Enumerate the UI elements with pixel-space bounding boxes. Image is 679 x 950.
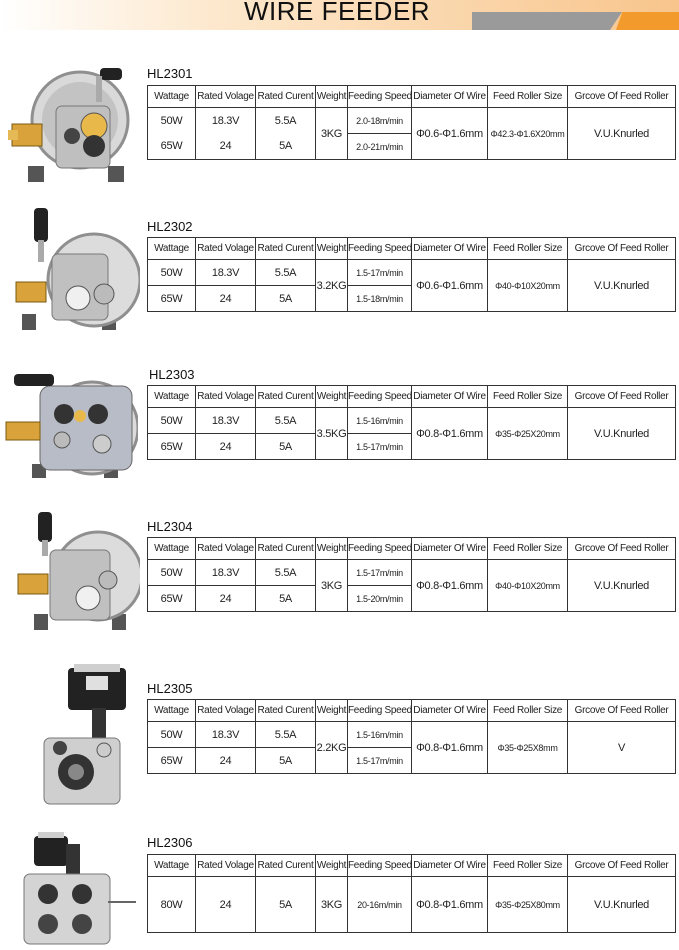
- cell-weight: 3KG: [316, 877, 348, 933]
- header-wattage: Wattage: [148, 700, 196, 722]
- header-groove: Grcove Of Feed Roller: [568, 700, 676, 722]
- spec-table: [147, 237, 676, 312]
- page-header: [0, 0, 679, 30]
- cell-voltage: 24: [196, 434, 256, 460]
- cell-diameter: Φ0.8-Φ1.6mm: [412, 722, 488, 774]
- cell-speed: 2.0-18m/min: [348, 108, 412, 134]
- cell-weight: 3KG: [316, 108, 348, 160]
- header-roller-size: Feed Roller Size: [488, 386, 568, 408]
- header-rated-voltage: Rated Volage: [196, 700, 256, 722]
- header-roller-size: Feed Roller Size: [488, 700, 568, 722]
- header-groove: Grcove Of Feed Roller: [568, 538, 676, 560]
- cell-wattage: 50W: [148, 560, 196, 586]
- header-feeding-speed: Feeding Speed: [348, 386, 412, 408]
- header-diameter: Diameter Of Wire: [412, 700, 488, 722]
- table-header-row: [148, 386, 676, 408]
- header-groove: Grcove Of Feed Roller: [568, 238, 676, 260]
- table-row: [148, 408, 676, 434]
- table-row: [148, 722, 676, 748]
- header-diameter: Diameter Of Wire: [412, 86, 488, 108]
- wire-feeder-photo: [8, 510, 140, 632]
- header-rated-current: Rated Curent: [256, 86, 316, 108]
- cell-weight: 2.2KG: [316, 722, 348, 774]
- cell-voltage: 18.3V: [196, 108, 256, 134]
- header-rated-voltage: Rated Volage: [196, 86, 256, 108]
- cell-voltage: 18.3V: [196, 260, 256, 286]
- header-rated-current: Rated Curent: [256, 238, 316, 260]
- table-row: [148, 108, 676, 134]
- cell-current: 5A: [256, 286, 316, 312]
- header-diameter: Diameter Of Wire: [412, 538, 488, 560]
- header-roller-size: Feed Roller Size: [488, 86, 568, 108]
- cell-speed: 1.5-20m/min: [348, 586, 412, 612]
- wire-feeder-photo: [8, 66, 140, 188]
- cell-current: 5.5A: [256, 560, 316, 586]
- header-wattage: Wattage: [148, 238, 196, 260]
- page-title: WIRE FEEDER: [244, 0, 431, 26]
- header-weight: Weight: [316, 86, 348, 108]
- cell-groove: V.U.Knurled: [568, 260, 676, 312]
- header-weight: Weight: [316, 538, 348, 560]
- header-roller-size: Feed Roller Size: [488, 855, 568, 877]
- table-row: [148, 877, 676, 933]
- cell-voltage: 18.3V: [196, 560, 256, 586]
- cell-voltage: 24: [196, 748, 256, 774]
- cell-diameter: Φ0.6-Φ1.6mm: [412, 260, 488, 312]
- product-model: HL2304: [147, 519, 193, 534]
- table-header-row: [148, 538, 676, 560]
- header-rated-current: Rated Curent: [256, 700, 316, 722]
- cell-speed: 1.5-17m/min: [348, 260, 412, 286]
- cell-current: 5.5A: [256, 722, 316, 748]
- header-weight: Weight: [316, 700, 348, 722]
- header-feeding-speed: Feeding Speed: [348, 538, 412, 560]
- header-weight: Weight: [316, 855, 348, 877]
- header-wattage: Wattage: [148, 855, 196, 877]
- cell-diameter: Φ0.8-Φ1.6mm: [412, 877, 488, 933]
- spec-table: [147, 385, 676, 460]
- header-wattage: Wattage: [148, 386, 196, 408]
- wire-feeder-photo: [8, 660, 140, 808]
- header-wattage: Wattage: [148, 86, 196, 108]
- product-model: HL2301: [147, 66, 193, 81]
- cell-speed: 1.5-17m/min: [348, 748, 412, 774]
- cell-current: 5.5A: [256, 108, 316, 134]
- cell-wattage: 65W: [148, 434, 196, 460]
- cell-speed: 1.5-17m/min: [348, 560, 412, 586]
- header-rated-current: Rated Curent: [256, 386, 316, 408]
- cell-current: 5A: [256, 586, 316, 612]
- cell-roller-size: Φ40-Φ10X20mm: [488, 260, 568, 312]
- cell-speed: 1.5-17m/min: [348, 434, 412, 460]
- header-roller-size: Feed Roller Size: [488, 238, 568, 260]
- cell-voltage: 18.3V: [196, 408, 256, 434]
- cell-roller-size: Φ40-Φ10X20mm: [488, 560, 568, 612]
- wire-feeder-photo: [8, 206, 140, 334]
- cell-wattage: 50W: [148, 408, 196, 434]
- wire-feeder-photo: [4, 368, 138, 480]
- cell-weight: 3.5KG: [316, 408, 348, 460]
- cell-voltage: 24: [196, 134, 256, 160]
- cell-groove: V.U.Knurled: [568, 108, 676, 160]
- cell-voltage: 18.3V: [196, 722, 256, 748]
- cell-speed: 2.0-21m/min: [348, 134, 412, 160]
- wire-feeder-photo: [8, 830, 140, 946]
- header-rated-voltage: Rated Volage: [196, 538, 256, 560]
- cell-diameter: Φ0.6-Φ1.6mm: [412, 108, 488, 160]
- table-header-row: [148, 238, 676, 260]
- header-groove: Grcove Of Feed Roller: [568, 855, 676, 877]
- cell-groove: V.U.Knurled: [568, 408, 676, 460]
- header-rated-current: Rated Curent: [256, 538, 316, 560]
- cell-speed: 1.5-16m/min: [348, 722, 412, 748]
- header-orange-stripe: [616, 12, 679, 30]
- cell-roller-size: Φ42.3-Φ1.6X20mm: [488, 108, 568, 160]
- header-feeding-speed: Feeding Speed: [348, 700, 412, 722]
- cell-current: 5.5A: [256, 260, 316, 286]
- cell-roller-size: Φ35-Φ25X8mm: [488, 722, 568, 774]
- cell-diameter: Φ0.8-Φ1.6mm: [412, 560, 488, 612]
- cell-roller-size: Φ35-Φ25X20mm: [488, 408, 568, 460]
- product-model: HL2302: [147, 219, 193, 234]
- table-row: [148, 260, 676, 286]
- cell-wattage: 50W: [148, 722, 196, 748]
- cell-weight: 3.2KG: [316, 260, 348, 312]
- header-rated-voltage: Rated Volage: [196, 238, 256, 260]
- cell-speed: 1.5-18m/min: [348, 286, 412, 312]
- cell-wattage: 65W: [148, 134, 196, 160]
- cell-current: 5.5A: [256, 408, 316, 434]
- table-header-row: [148, 86, 676, 108]
- header-groove: Grcove Of Feed Roller: [568, 386, 676, 408]
- cell-wattage: 65W: [148, 748, 196, 774]
- header-diameter: Diameter Of Wire: [412, 386, 488, 408]
- cell-voltage: 24: [196, 586, 256, 612]
- spec-table: [147, 537, 676, 612]
- header-wattage: Wattage: [148, 538, 196, 560]
- header-feeding-speed: Feeding Speed: [348, 855, 412, 877]
- cell-wattage: 65W: [148, 286, 196, 312]
- cell-wattage: 50W: [148, 260, 196, 286]
- product-model: HL2306: [147, 835, 193, 850]
- cell-weight: 3KG: [316, 560, 348, 612]
- cell-current: 5A: [256, 434, 316, 460]
- product-model: HL2303: [149, 367, 195, 382]
- cell-current: 5A: [256, 877, 316, 933]
- cell-roller-size: Φ35-Φ25X80mm: [488, 877, 568, 933]
- table-header-row: [148, 855, 676, 877]
- cell-voltage: 24: [196, 286, 256, 312]
- spec-table: [147, 85, 676, 160]
- cell-wattage: 65W: [148, 586, 196, 612]
- cell-voltage: 24: [196, 877, 256, 933]
- cell-speed: 1.5-16m/min: [348, 408, 412, 434]
- header-roller-size: Feed Roller Size: [488, 538, 568, 560]
- product-model: HL2305: [147, 681, 193, 696]
- header-rated-voltage: Rated Volage: [196, 855, 256, 877]
- header-diameter: Diameter Of Wire: [412, 855, 488, 877]
- cell-wattage: 80W: [148, 877, 196, 933]
- cell-groove: V: [568, 722, 676, 774]
- cell-diameter: Φ0.8-Φ1.6mm: [412, 408, 488, 460]
- cell-current: 5A: [256, 134, 316, 160]
- header-weight: Weight: [316, 386, 348, 408]
- header-rated-voltage: Rated Volage: [196, 386, 256, 408]
- header-feeding-speed: Feeding Speed: [348, 86, 412, 108]
- header-feeding-speed: Feeding Speed: [348, 238, 412, 260]
- header-grey-stripe: [472, 12, 622, 30]
- header-weight: Weight: [316, 238, 348, 260]
- spec-table: [147, 854, 676, 933]
- cell-current: 5A: [256, 748, 316, 774]
- header-groove: Grcove Of Feed Roller: [568, 86, 676, 108]
- spec-table: [147, 699, 676, 774]
- table-row: [148, 560, 676, 586]
- cell-groove: V.U.Knurled: [568, 560, 676, 612]
- table-header-row: [148, 700, 676, 722]
- cell-groove: V.U.Knurled: [568, 877, 676, 933]
- cell-speed: 20-16m/min: [348, 877, 412, 933]
- header-diameter: Diameter Of Wire: [412, 238, 488, 260]
- cell-wattage: 50W: [148, 108, 196, 134]
- header-rated-current: Rated Curent: [256, 855, 316, 877]
